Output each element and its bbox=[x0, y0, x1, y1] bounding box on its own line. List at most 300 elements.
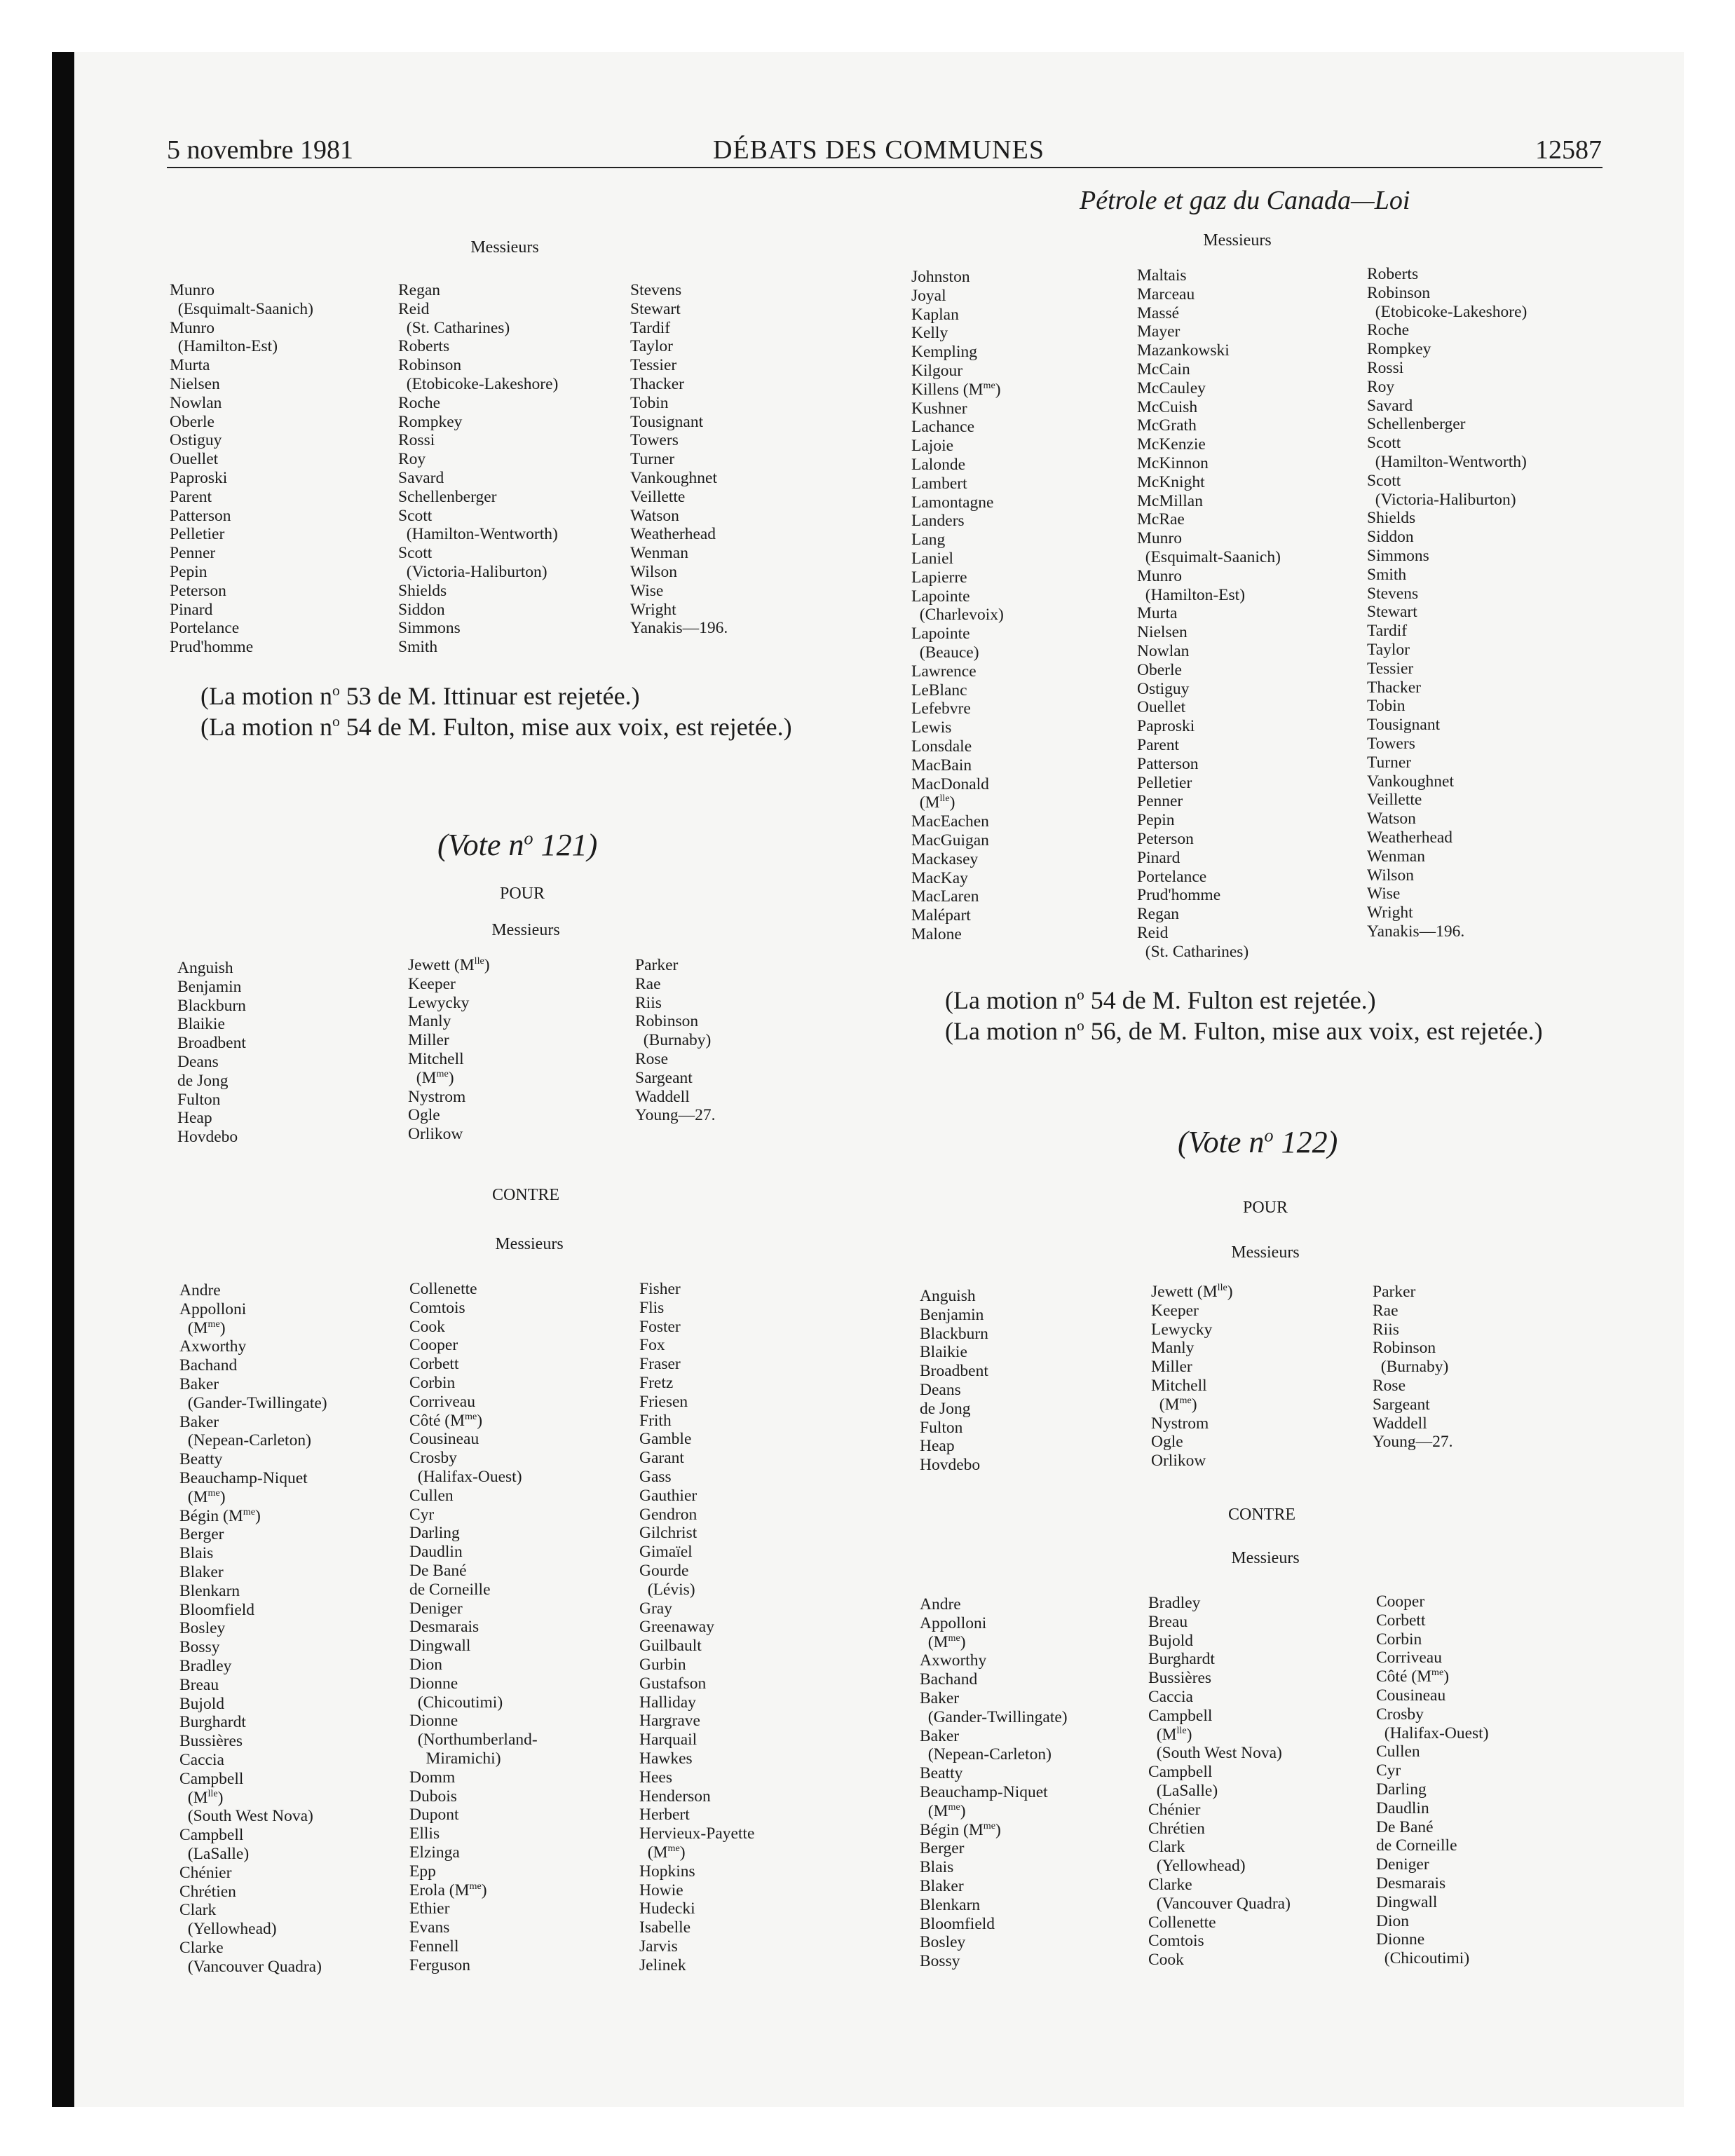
member-name: (Vancouver Quadra) bbox=[179, 1957, 322, 1976]
member-name: Bachand bbox=[920, 1670, 978, 1689]
member-name: Schellenberger bbox=[1367, 415, 1466, 434]
member-name: Roy bbox=[398, 450, 426, 469]
member-name: Kempling bbox=[911, 343, 977, 362]
member-name: McRae bbox=[1137, 510, 1185, 529]
member-name: Jelinek bbox=[639, 1956, 686, 1974]
member-name: Ogle bbox=[1151, 1433, 1183, 1452]
member-name: Gustafson bbox=[639, 1674, 707, 1693]
member-name: Pepin bbox=[170, 562, 207, 581]
member-name: Rae bbox=[1373, 1301, 1399, 1320]
member-name: Nowlan bbox=[170, 393, 222, 412]
member-name: Scott bbox=[398, 506, 433, 525]
member-name: Berger bbox=[920, 1839, 965, 1858]
member-name: Chénier bbox=[1148, 1800, 1201, 1819]
member-name: Portelance bbox=[1137, 867, 1207, 886]
member-name: (Halifax-Ouest) bbox=[1376, 1724, 1489, 1742]
member-name: (Etobicoke-Lakeshore) bbox=[1367, 302, 1528, 321]
member-name: Flis bbox=[639, 1298, 665, 1317]
member-name: Caccia bbox=[1148, 1687, 1193, 1706]
member-name: (Hamilton-Est) bbox=[170, 337, 278, 356]
left-pour-col-3 bbox=[635, 956, 716, 1125]
member-name: Dubois bbox=[409, 1787, 457, 1806]
member-name: Anguish bbox=[177, 959, 233, 977]
member-name: Harquail bbox=[639, 1731, 698, 1749]
member-name: Blais bbox=[920, 1858, 954, 1877]
member-name: Bussières bbox=[1148, 1669, 1212, 1688]
member-name: Murta bbox=[170, 356, 210, 375]
member-name: Nystrom bbox=[408, 1087, 466, 1106]
left-contre-messieurs: Messieurs bbox=[495, 1235, 564, 1253]
member-name: McGrath bbox=[1137, 416, 1197, 435]
member-name: Anguish bbox=[920, 1287, 976, 1305]
right-contre-col-3 bbox=[1376, 1592, 1489, 1968]
member-name: Sargeant bbox=[1373, 1395, 1430, 1414]
member-name: (LaSalle) bbox=[1148, 1781, 1218, 1800]
member-name: Killens $(M^{me})$ bbox=[911, 379, 1001, 399]
member-name: de Corneille bbox=[1376, 1836, 1457, 1855]
left-pour-col-1 bbox=[177, 959, 246, 1147]
member-name: Bosley bbox=[920, 1933, 966, 1952]
member-name: Parker bbox=[635, 956, 679, 974]
member-name: Robinson bbox=[398, 356, 462, 375]
member-name: Corbett bbox=[1376, 1611, 1426, 1630]
member-name: Pelletier bbox=[170, 525, 225, 544]
member-name: Crosby bbox=[1376, 1705, 1424, 1724]
member-name: Miller bbox=[1151, 1358, 1192, 1377]
right-messieurs-label-1: Messieurs bbox=[1203, 231, 1272, 250]
member-name: Lalonde bbox=[911, 455, 965, 474]
member-name: Andre bbox=[179, 1281, 221, 1299]
member-name: Roche bbox=[1367, 321, 1410, 340]
member-name: Young—27. bbox=[1373, 1433, 1453, 1452]
member-name: Beauchamp-Niquet bbox=[920, 1782, 1048, 1801]
member-name: Cyr bbox=[1376, 1761, 1401, 1780]
member-name: Gamble bbox=[639, 1430, 692, 1449]
member-name: Corbett bbox=[409, 1355, 459, 1374]
member-name: Patterson bbox=[170, 506, 231, 525]
member-name: Peterson bbox=[1137, 829, 1194, 848]
member-name: (Hamilton-Est) bbox=[1137, 585, 1246, 604]
member-name: Fraser bbox=[639, 1355, 681, 1374]
right-motion-2 bbox=[945, 1015, 1543, 1047]
right-contre-col-2 bbox=[1148, 1594, 1291, 1970]
member-name: Hawkes bbox=[639, 1749, 693, 1768]
member-name: Gurbin bbox=[639, 1655, 686, 1674]
member-name: Dionne bbox=[409, 1712, 458, 1731]
member-name: Kelly bbox=[911, 324, 948, 343]
member-name: Orlikow bbox=[408, 1125, 463, 1144]
member-name: Ostiguy bbox=[170, 431, 222, 450]
member-name: Côté $(M^{me})$ bbox=[409, 1410, 483, 1430]
member-name: Wise bbox=[1367, 885, 1401, 903]
member-name: Beatty bbox=[920, 1764, 963, 1783]
member-name: Murta bbox=[1137, 604, 1178, 623]
member-name: Maltais bbox=[1137, 266, 1187, 285]
right-contre-messieurs: Messieurs bbox=[1231, 1549, 1300, 1567]
member-name: Darling bbox=[409, 1524, 460, 1543]
member-name: Penner bbox=[170, 544, 216, 563]
member-name: Bradley bbox=[1148, 1594, 1201, 1612]
right-pour-col-1 bbox=[920, 1287, 988, 1475]
member-name: Chrétien bbox=[179, 1882, 236, 1901]
member-name: Côté $(M^{me})$ bbox=[1376, 1667, 1450, 1686]
member-name: (Vancouver Quadra) bbox=[1148, 1894, 1291, 1913]
member-name: McCain bbox=[1137, 360, 1190, 378]
member-name: Heap bbox=[177, 1109, 212, 1128]
member-name: De Bané bbox=[409, 1561, 467, 1580]
member-name: (Etobicoke-Lakeshore) bbox=[398, 374, 559, 393]
member-name: Bloomfield bbox=[920, 1914, 995, 1933]
member-name: Clarke bbox=[1148, 1875, 1192, 1894]
left-motion-1 bbox=[200, 680, 640, 712]
member-name: Paproski bbox=[1137, 717, 1195, 736]
member-name: Smith bbox=[398, 638, 438, 657]
member-name: Bloomfield bbox=[179, 1600, 255, 1619]
member-name: Lewycky bbox=[408, 993, 470, 1012]
member-name: Campbell bbox=[179, 1769, 244, 1788]
member-name: (Burnaby) bbox=[1373, 1358, 1449, 1377]
member-name: Lewycky bbox=[1151, 1320, 1213, 1339]
member-name: McKenzie bbox=[1137, 435, 1206, 454]
member-name: Bossy bbox=[920, 1952, 960, 1971]
member-name: Riis bbox=[1373, 1320, 1399, 1339]
member-name: Smith bbox=[1367, 565, 1407, 584]
member-name: Schellenberger bbox=[398, 487, 497, 506]
member-name: Tessier bbox=[630, 356, 677, 375]
member-name: Halliday bbox=[639, 1693, 696, 1712]
member-name: (South West Nova) bbox=[179, 1807, 313, 1826]
member-name: (LaSalle) bbox=[179, 1844, 250, 1863]
member-name: Isabelle bbox=[639, 1918, 691, 1937]
left-motion-2 bbox=[200, 711, 792, 743]
member-name: Kilgour bbox=[911, 361, 963, 380]
member-name: Blaker bbox=[920, 1876, 964, 1895]
member-name: Manly bbox=[1151, 1339, 1195, 1358]
member-name: Dionne bbox=[409, 1674, 458, 1693]
left-names-col-1 bbox=[170, 281, 313, 657]
member-name: Breau bbox=[1148, 1612, 1188, 1631]
member-name: Scott bbox=[1367, 471, 1401, 490]
member-name: MacEachen bbox=[911, 812, 989, 831]
member-name: (St. Catharines) bbox=[398, 318, 510, 337]
member-name: McCuish bbox=[1137, 397, 1198, 416]
member-name: (Yellowhead) bbox=[179, 1920, 277, 1939]
member-name: Ellis bbox=[409, 1824, 440, 1843]
member-name: Rose bbox=[1373, 1376, 1406, 1395]
member-name: Caccia bbox=[179, 1750, 224, 1769]
member-name: Tobin bbox=[1367, 697, 1406, 716]
member-name: Lambert bbox=[911, 474, 967, 493]
member-name: Darling bbox=[1376, 1780, 1427, 1799]
right-pour-col-3 bbox=[1373, 1283, 1453, 1452]
member-name: Tardif bbox=[630, 318, 671, 337]
member-name: Miramichi) bbox=[409, 1749, 501, 1768]
member-name: $(M^{me})$ bbox=[1159, 1394, 1197, 1414]
member-name: LeBlanc bbox=[911, 681, 967, 700]
member-name: Wright bbox=[1367, 903, 1413, 922]
member-name: Deniger bbox=[1376, 1855, 1429, 1874]
member-name: Robinson bbox=[1367, 283, 1431, 302]
member-name: Taylor bbox=[630, 337, 673, 356]
member-name: Pepin bbox=[1137, 811, 1175, 830]
member-name: Stewart bbox=[1367, 603, 1417, 622]
member-name: Weatherhead bbox=[630, 525, 716, 544]
member-name: Dingwall bbox=[1376, 1892, 1438, 1911]
member-name: Deans bbox=[920, 1380, 961, 1399]
member-name: Beauchamp-Niquet bbox=[179, 1468, 308, 1487]
member-name: Munro bbox=[170, 281, 215, 299]
member-name: Landers bbox=[911, 512, 965, 531]
member-name: Rompkey bbox=[1367, 340, 1431, 359]
member-name: Bosley bbox=[179, 1619, 226, 1638]
member-name: (Esquimalt-Saanich) bbox=[170, 299, 313, 318]
member-name: Erola $(M^{me})$ bbox=[409, 1880, 487, 1899]
member-name: Crosby bbox=[409, 1449, 457, 1468]
member-name: McCauley bbox=[1137, 378, 1206, 397]
member-name: Roy bbox=[1367, 377, 1395, 396]
member-name: Savard bbox=[398, 468, 444, 487]
member-name: MacLaren bbox=[911, 887, 979, 906]
member-name: Jarvis bbox=[639, 1937, 678, 1956]
member-name: MacBain bbox=[911, 756, 972, 775]
member-name: $(M^{me})$ bbox=[416, 1067, 454, 1087]
member-name: Lapointe bbox=[911, 587, 970, 606]
right-pour-label: POUR bbox=[1242, 1199, 1288, 1217]
member-name: $(M^{me})$ bbox=[647, 1843, 686, 1862]
member-name: Broadbent bbox=[920, 1362, 988, 1381]
member-name: Campbell bbox=[1148, 1706, 1213, 1725]
left-names-col-2 bbox=[398, 281, 558, 657]
member-name: Ostiguy bbox=[1137, 679, 1190, 698]
member-name: Nystrom bbox=[1151, 1414, 1209, 1433]
member-name: Corbin bbox=[1376, 1630, 1422, 1649]
header-date: 5 novembre 1981 bbox=[167, 135, 353, 165]
member-name: Robinson bbox=[635, 1012, 699, 1031]
member-name: Watson bbox=[1367, 810, 1416, 828]
member-name: Thacker bbox=[1367, 678, 1421, 697]
member-name: Blenkarn bbox=[179, 1581, 240, 1600]
member-name: Gauthier bbox=[639, 1486, 698, 1505]
member-name: Mayer bbox=[1137, 322, 1181, 341]
right-pour-col-2 bbox=[1151, 1283, 1233, 1471]
member-name: Dion bbox=[409, 1655, 442, 1674]
member-name: MacDonald bbox=[911, 775, 989, 793]
member-name: Nielsen bbox=[170, 374, 220, 393]
member-name: Daudlin bbox=[1376, 1799, 1429, 1817]
member-name: Gray bbox=[639, 1599, 672, 1618]
member-name: Manly bbox=[408, 1012, 451, 1031]
member-name: Thacker bbox=[630, 374, 684, 393]
member-name: Tousignant bbox=[1367, 716, 1441, 735]
member-name: Hees bbox=[639, 1768, 672, 1787]
member-name: Axworthy bbox=[920, 1651, 987, 1670]
left-contre-col-3 bbox=[639, 1280, 754, 1974]
member-name: (Northumberland- bbox=[409, 1731, 538, 1749]
vote-no: $n^o$ bbox=[508, 827, 533, 862]
member-name: Siddon bbox=[398, 600, 445, 619]
member-name: Breau bbox=[179, 1675, 219, 1694]
member-name: Guilbault bbox=[639, 1637, 702, 1656]
member-name: Penner bbox=[1137, 792, 1183, 811]
member-name: Fox bbox=[639, 1336, 665, 1355]
member-name: Rossi bbox=[398, 431, 435, 450]
member-name: Wenman bbox=[630, 544, 688, 563]
member-name: Dupont bbox=[409, 1806, 459, 1824]
member-name: Robinson bbox=[1373, 1339, 1436, 1358]
member-name: Bradley bbox=[179, 1656, 232, 1675]
member-name: Waddell bbox=[635, 1087, 690, 1106]
member-name: Fennell bbox=[409, 1937, 459, 1956]
right-names-col-1 bbox=[911, 268, 1004, 944]
member-name: Vankoughnet bbox=[1367, 772, 1455, 791]
member-name: Cook bbox=[1148, 1951, 1184, 1970]
right-pour-messieurs: Messieurs bbox=[1231, 1243, 1300, 1262]
member-name: MacKay bbox=[911, 868, 968, 887]
left-contre-col-2 bbox=[409, 1280, 538, 1974]
member-name: Laniel bbox=[911, 549, 954, 568]
member-name: Ethier bbox=[409, 1899, 450, 1918]
member-name: Henderson bbox=[639, 1787, 711, 1806]
member-name: $(M^{lle})$ bbox=[187, 1787, 224, 1807]
member-name: Johnston bbox=[911, 268, 970, 286]
member-name: Gimaïel bbox=[639, 1543, 693, 1562]
member-name: Cullen bbox=[1376, 1742, 1420, 1761]
member-name: (Hamilton-Wentworth) bbox=[398, 525, 558, 544]
right-contre-col-1 bbox=[920, 1595, 1068, 1971]
member-name: Ferguson bbox=[409, 1956, 471, 1974]
member-name: Cousineau bbox=[1376, 1686, 1446, 1705]
member-name: Keeper bbox=[1151, 1301, 1199, 1320]
member-name: Comtois bbox=[1148, 1932, 1204, 1951]
member-name: Baker bbox=[920, 1688, 960, 1707]
member-name: Fulton bbox=[177, 1090, 221, 1109]
member-name: Chrétien bbox=[1148, 1819, 1205, 1838]
member-name: Lang bbox=[911, 531, 946, 550]
member-name: Daudlin bbox=[409, 1543, 463, 1562]
member-name: Rompkey bbox=[398, 412, 463, 431]
member-name: Tousignant bbox=[630, 412, 704, 431]
right-names-col-3 bbox=[1367, 265, 1527, 941]
vote-no: $n^o$ bbox=[1248, 1124, 1274, 1159]
member-name: Fretz bbox=[639, 1373, 674, 1392]
member-name: Collenette bbox=[409, 1280, 477, 1298]
member-name: Blaikie bbox=[920, 1343, 967, 1362]
member-name: Comtois bbox=[409, 1298, 465, 1317]
member-name: Baker bbox=[920, 1726, 960, 1745]
member-name: Wise bbox=[630, 581, 664, 600]
member-name: (Yellowhead) bbox=[1148, 1857, 1246, 1876]
header-page-number: 12587 bbox=[1535, 135, 1602, 165]
right-motion-1 bbox=[945, 984, 1376, 1016]
member-name: Munro bbox=[170, 318, 215, 337]
member-name: Jewett $(M^{lle})$ bbox=[408, 955, 490, 974]
member-name: Roche bbox=[398, 393, 441, 412]
member-name: Bujold bbox=[1148, 1631, 1193, 1650]
vote-prefix: (Vote bbox=[437, 828, 509, 862]
left-vote-heading bbox=[437, 827, 597, 863]
member-name: Parent bbox=[170, 487, 212, 506]
member-name: Lawrence bbox=[911, 662, 977, 681]
member-name: Desmarais bbox=[1376, 1874, 1446, 1892]
member-name: Foster bbox=[639, 1317, 681, 1336]
member-name: Cooper bbox=[1376, 1592, 1425, 1611]
right-names-col-2 bbox=[1137, 266, 1281, 961]
member-name: Munro bbox=[1137, 529, 1182, 548]
member-name: Yanakis—196. bbox=[1367, 922, 1465, 941]
member-name: Appolloni bbox=[179, 1299, 247, 1318]
member-name: Siddon bbox=[1367, 528, 1414, 547]
left-pour-messieurs: Messieurs bbox=[491, 921, 560, 939]
member-name: Shields bbox=[1367, 509, 1416, 528]
member-name: Prud'homme bbox=[170, 638, 254, 657]
member-name: Heap bbox=[920, 1437, 955, 1456]
member-name: Gendron bbox=[639, 1505, 698, 1524]
member-name: MacGuigan bbox=[911, 831, 989, 850]
member-name: Prud'homme bbox=[1137, 886, 1221, 905]
member-name: (Hamilton-Wentworth) bbox=[1367, 452, 1527, 471]
member-name: Blackburn bbox=[920, 1324, 988, 1343]
member-name: Kushner bbox=[911, 399, 967, 418]
member-name: Cook bbox=[409, 1317, 445, 1336]
member-name: Marceau bbox=[1137, 285, 1195, 303]
member-name: Vankoughnet bbox=[630, 468, 718, 487]
member-name: $(M^{me})$ bbox=[927, 1632, 966, 1651]
member-name: $(M^{me})$ bbox=[187, 1487, 226, 1506]
member-name: Weatherhead bbox=[1367, 828, 1453, 847]
member-name: Elzinga bbox=[409, 1843, 460, 1862]
member-name: Benjamin bbox=[177, 977, 242, 996]
member-name: Deniger bbox=[409, 1599, 463, 1618]
member-name: $(M^{lle})$ bbox=[919, 793, 955, 812]
member-name: Baker bbox=[179, 1412, 219, 1431]
member-name: Stewart bbox=[630, 299, 681, 318]
member-name: Ouellet bbox=[1137, 698, 1186, 717]
member-name: Collenette bbox=[1148, 1913, 1216, 1932]
member-name: Lapointe bbox=[911, 625, 970, 643]
member-name: (Victoria-Haliburton) bbox=[398, 562, 547, 581]
member-name: Mitchell bbox=[408, 1049, 464, 1068]
member-name: Roberts bbox=[1367, 265, 1419, 283]
member-name: Scott bbox=[398, 544, 433, 563]
member-name: Fulton bbox=[920, 1418, 963, 1437]
member-name: Lapierre bbox=[911, 568, 967, 587]
member-name: Howie bbox=[639, 1881, 683, 1899]
member-name: Cooper bbox=[409, 1336, 458, 1355]
member-name: Shields bbox=[398, 581, 447, 600]
member-name: $(M^{me})$ bbox=[187, 1318, 226, 1337]
member-name: Watson bbox=[630, 506, 679, 525]
member-name: Blaker bbox=[179, 1562, 224, 1581]
member-name: Miller bbox=[408, 1031, 449, 1050]
member-name: Herbert bbox=[639, 1806, 690, 1824]
member-name: Gilchrist bbox=[639, 1524, 698, 1543]
member-name: de Jong bbox=[177, 1071, 229, 1090]
member-name: Blackburn bbox=[177, 996, 246, 1015]
member-name: Keeper bbox=[408, 974, 456, 993]
member-name: Parent bbox=[1137, 735, 1180, 754]
member-name: Bossy bbox=[179, 1638, 220, 1657]
member-name: Hovdebo bbox=[920, 1456, 981, 1475]
member-name: Reid bbox=[1137, 923, 1169, 942]
member-name: Friesen bbox=[639, 1392, 688, 1411]
member-name: (Nepean-Carleton) bbox=[179, 1431, 311, 1450]
member-name: Scott bbox=[1367, 434, 1401, 453]
member-name: (Beauce) bbox=[911, 643, 979, 662]
member-name: Oberle bbox=[1137, 660, 1182, 679]
member-name: (Esquimalt-Saanich) bbox=[1137, 547, 1281, 566]
member-name: (South West Nova) bbox=[1148, 1744, 1282, 1763]
member-name: Regan bbox=[398, 281, 441, 299]
